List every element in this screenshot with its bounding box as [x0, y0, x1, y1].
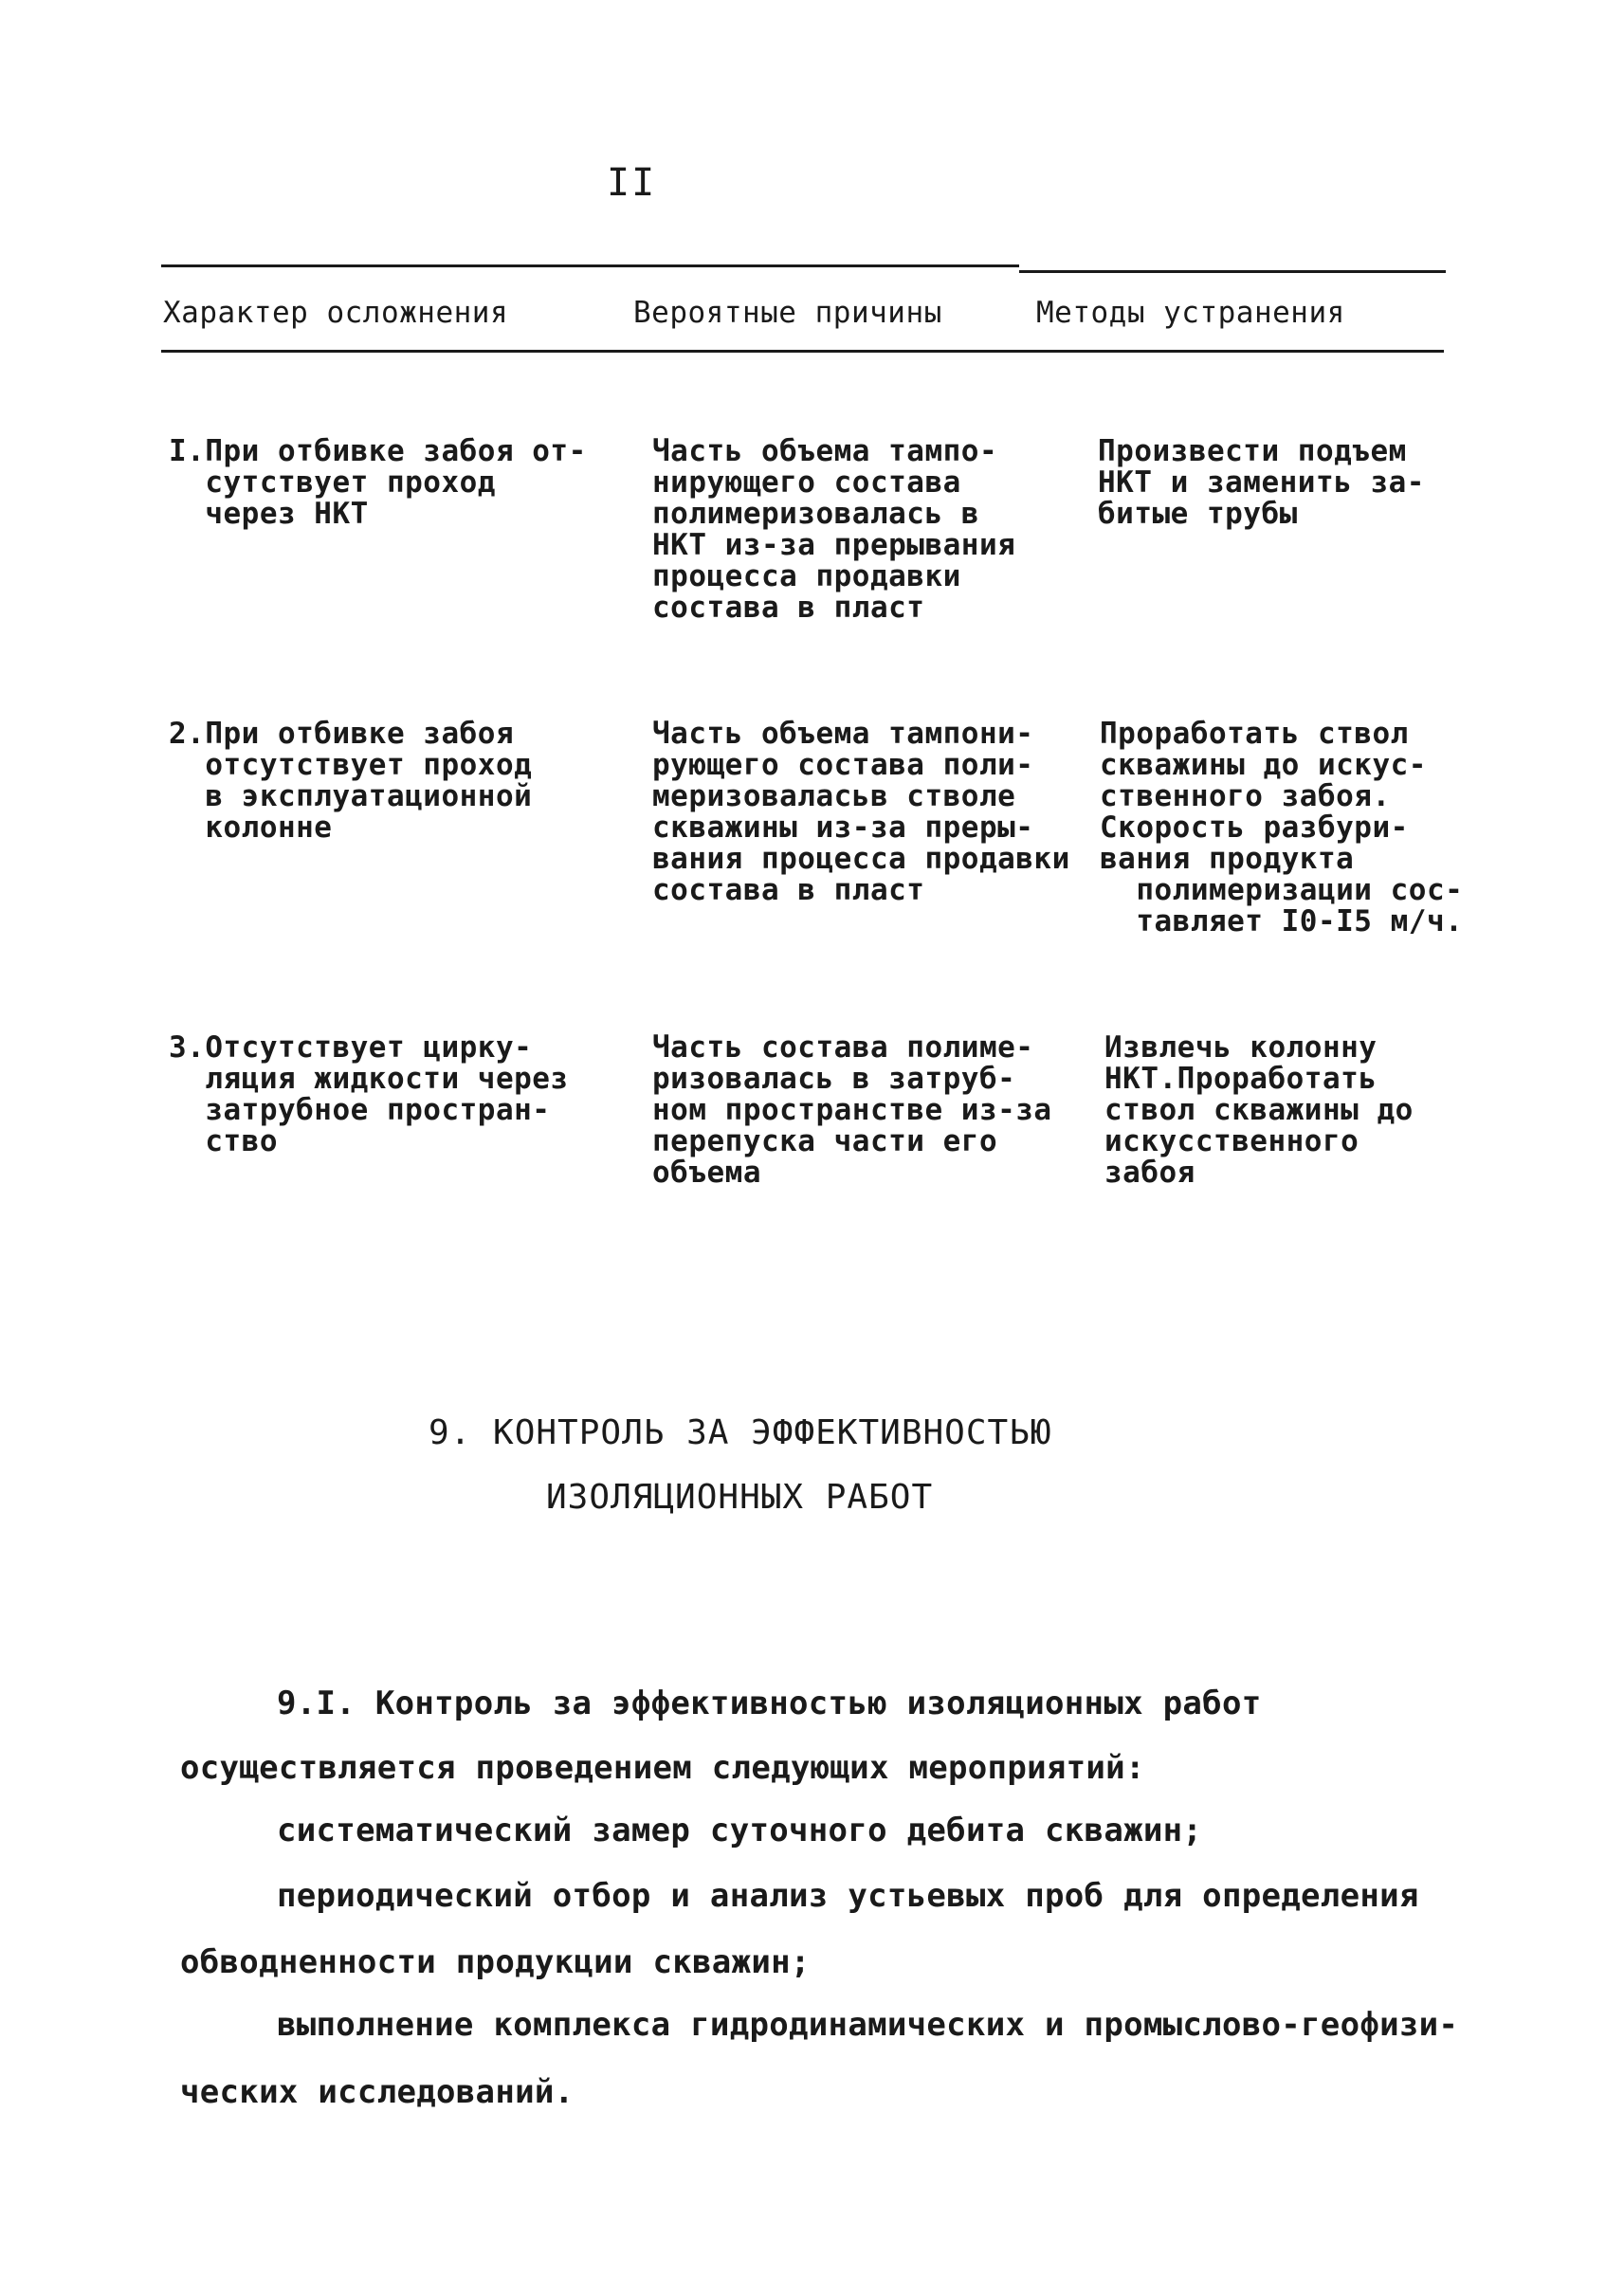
column-header-complication: Характер осложнения — [163, 296, 509, 330]
column-header-causes: Вероятные причины — [633, 296, 942, 330]
table-top-rule-right — [1019, 270, 1446, 273]
paragraph-line-5: обводненности продукции скважин; — [180, 1943, 811, 1981]
column-header-remedies: Методы устранения — [1036, 296, 1345, 330]
table-row-3-complication: 3.Отсутствует циркy- ляция жидкости через затрубное простран- ство — [169, 1030, 569, 1158]
table-header-rule — [161, 350, 1444, 353]
table-row-1-remedy: Произвести подъем НКТ и заменить за- битые трубы — [1098, 434, 1425, 531]
paragraph-line-7: ческих исследований. — [180, 2073, 575, 2111]
table-top-rule — [161, 264, 1019, 267]
table-row-2-cause: Часть объема тампони- рующего состава поли- меризоваласьв стволе скважины из-за преры- вания процесса продавки состава в пласт — [652, 717, 1070, 907]
paragraph-line-2: осуществляется проведением следующих мероприятий: — [180, 1749, 1145, 1787]
table-row-2-remedy: Проработать ствол скважины до искус- ственного забоя. Скорость разбури- вания продукта полимеризации сос- тавляет I0-I5 м/ч. — [1100, 717, 1464, 938]
table-row-1-cause: Часть объема тампо- нирующего состава полимеризовалась в НКТ из-за прерывания процесса продавки состава в пласт — [652, 434, 1016, 625]
paragraph-line-1: 9.I. Контроль за эффективностью изоляционных работ — [277, 1685, 1262, 1722]
table-row-1-complication: I.При отбивке забоя от- сутствует проход через НКТ — [169, 434, 587, 531]
paragraph-line-4: периодический отбор и анализ устьевых проб для определения — [277, 1877, 1419, 1915]
section-title-line-1: 9. КОНТРОЛЬ ЗА ЭФФЕКТИВНОСТЬЮ — [429, 1413, 1052, 1452]
table-row-2-complication: 2.При отбивке забоя отсутствует проход в эксплуатационной колонне — [169, 717, 533, 845]
table-row-3-remedy: Извлечь колонну НКТ.Проработать ствол скважины до искусственного забоя — [1104, 1030, 1414, 1190]
paragraph-line-3: систематический замер суточного дебита скважин; — [277, 1812, 1203, 1849]
table-row-3-cause: Часть состава полиме- ризовалась в затруб- ном пространстве из-за перепуска части его объема — [652, 1030, 1052, 1190]
paragraph-line-6: выполнение комплекса гидродинамических и промыслово-геофизи- — [277, 2006, 1459, 2044]
page-number: II — [607, 161, 657, 205]
section-title-line-2: ИЗОЛЯЦИОННЫХ РАБОТ — [546, 1478, 934, 1517]
